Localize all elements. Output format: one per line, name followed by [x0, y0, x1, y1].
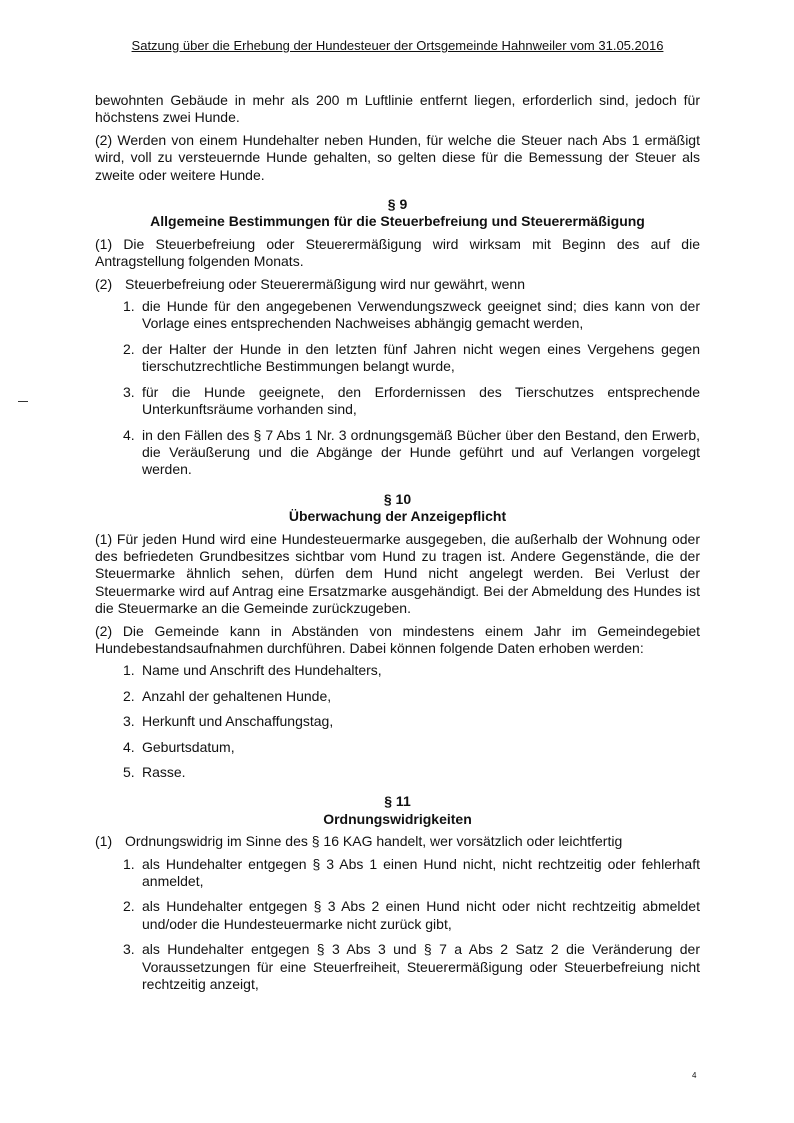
paragraph-text: Steuerbefreiung oder Steuerermäßigung wird nur gewährt, wenn — [125, 275, 526, 292]
section-11-heading — [95, 793, 700, 828]
section-title: Allgemeine Bestimmungen für die Steuerbefreiung und Steuerermäßigung — [150, 213, 645, 230]
paragraph-9-1: (1) Die Steuerbefreiung oder Steuerermäßigung wird wirksam mit Beginn des auf die Antragstellung folgenden Monats. — [95, 235, 700, 270]
list-item: 1. Name und Anschrift des Hundehalters, — [123, 662, 382, 679]
section-9-heading — [95, 196, 700, 231]
paragraph-9-2 — [95, 276, 700, 293]
list-item: 1. die Hunde für den angegebenen Verwendungszweck geeignet sind; dies kann von der Vorlage eines entsprechenden Nachweises abhängig gemacht werden, — [123, 298, 700, 332]
section-title: Ordnungswidrigkeiten — [323, 810, 472, 827]
section-number: § 11 — [384, 793, 411, 810]
paragraph-10-1: (1) Für jeden Hund wird eine Hundesteuermarke ausgegeben, die außerhalb der Wohnung oder des befriedeten Grundbesitzes sichtbar vom Hund zu tragen ist. Andere Gegenstände, die der Steuermarke ähnlich sehen, dürfen dem Hund nicht angelegt werden. Bei Verlust der Steuermarke wird auf Antrag eine Ersatzmarke ausgehändigt. Bei der Abmeldung des Hundes ist die Steuermarke an die Gemeinde zurückzugeben. — [95, 530, 700, 617]
section-number: § 10 — [383, 490, 412, 507]
section-10-heading — [95, 491, 700, 526]
section-9-list — [95, 298, 700, 479]
section-11-list — [95, 856, 700, 994]
document-body — [95, 92, 700, 1001]
list-item: 5. Rasse. — [123, 764, 186, 780]
continuation-paragraph: bewohnten Gebäude in mehr als 200 m Luftlinie entfernt liegen, erforderlich sind, jedoch für höchstens zwei Hunde. — [95, 92, 700, 126]
list-item: 2. als Hundehalter entgegen § 3 Abs 2 einen Hund nicht oder nicht rechtzeitig abmeldet und/oder die Hundesteuermarke nicht zurück gibt, — [123, 898, 700, 932]
list-item: 1. als Hundehalter entgegen § 3 Abs 1 einen Hund nicht, nicht rechtzeitig oder fehlerhaft anmeldet, — [123, 855, 700, 890]
paragraph-number: (2) — [95, 275, 113, 292]
list-item: 4. in den Fällen des § 7 Abs 1 Nr. 3 ordnungsgemäß Bücher über den Bestand, den Erwerb, die Veräußerung und die Abgänge der Hunde geführt und auf Verlangen vorgelegt werden. — [123, 426, 700, 478]
section-title: Überwachung der Anzeigepflicht — [288, 508, 507, 525]
section-10-list — [95, 662, 700, 781]
list-item: 2. der Halter der Hunde in den letzten fünf Jahren nicht wegen eines Vergehens gegen tierschutzrechtliche Bestimmungen belangt wurde, — [123, 340, 700, 375]
list-item: 4. Geburtsdatum, — [123, 738, 235, 755]
document-header: Satzung über die Erhebung der Hundesteuer der Ortsgemeinde Hahnweiler vom 31.05.2016 — [131, 38, 664, 53]
list-item: 3. als Hundehalter entgegen § 3 Abs 3 und § 7 a Abs 2 Satz 2 die Veränderung der Voraussetzungen für eine Steuerfreiheit, Steuerermäßigung oder Steuerbefreiung nicht rechtzeitig anzeigt, — [123, 941, 700, 993]
list-item: 2. Anzahl der gehaltenen Hunde, — [123, 687, 332, 704]
paragraph-text: Ordnungswidrig im Sinne des § 16 KAG handelt, wer vorsätzlich oder leichtfertig — [125, 833, 623, 850]
paragraph-10-2: (2) Die Gemeinde kann in Abständen von mindestens einem Jahr im Gemeindegebiet Hundebestandsaufnahmen durchführen. Dabei können folgende Daten erhoben werden: — [95, 622, 700, 656]
page-number: 4 — [692, 1071, 697, 1080]
list-item: 3. für die Hunde geeignete, den Erfordernissen des Tierschutzes entsprechende Unterkunftsräume vorhanden sind, — [123, 383, 700, 418]
paragraph-8-2: (2) Werden von einem Hundehalter neben Hunden, für welche die Steuer nach Abs 1 ermäßigt wird, voll zu versteuernde Hunde gehalten, so gelten diese für die Bemessung der Steuer als zweite oder weitere Hunde. — [95, 131, 700, 183]
section-number: § 9 — [387, 196, 408, 213]
paragraph-11-1 — [95, 833, 700, 850]
list-item: 3. Herkunft und Anschaffungstag, — [123, 713, 334, 730]
paragraph-number: (1) — [95, 833, 113, 850]
margin-mark — [18, 401, 28, 402]
